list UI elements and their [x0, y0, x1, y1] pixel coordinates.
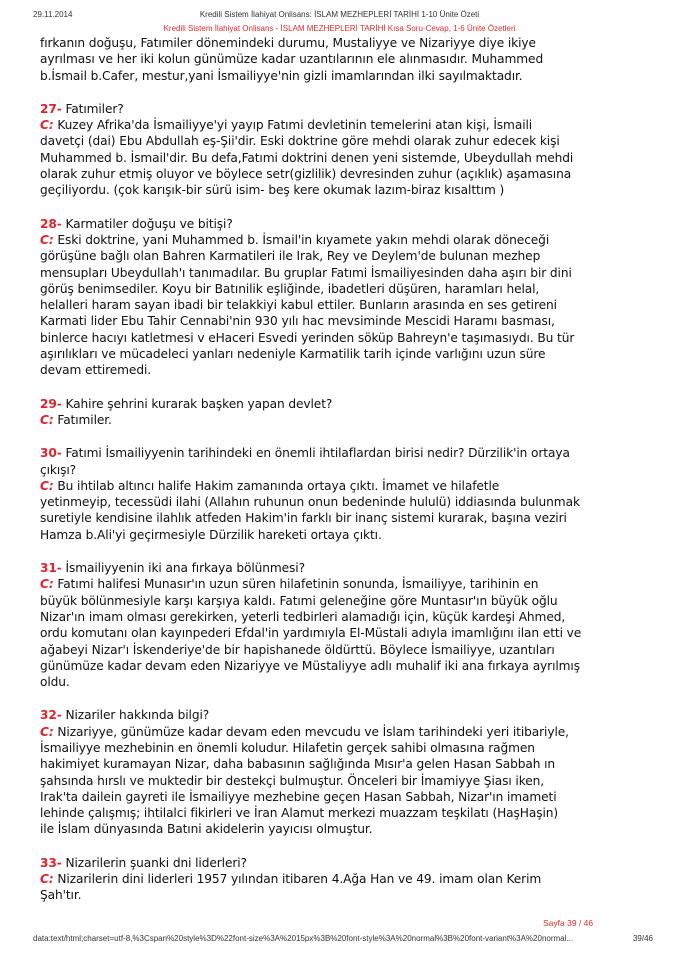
question-text: Karmatiler doğuşu ve bitişi? — [61, 216, 233, 231]
question-line — [40, 445, 652, 461]
answer-line: Hamza b.Ali'yi geçirmesiyle Dürzilik hareketi ortaya çıktı. — [40, 527, 382, 542]
answer-marker: C: — [40, 232, 54, 247]
answer-line: oldu. — [40, 675, 70, 690]
answer-line: Şah'tır. — [40, 888, 82, 903]
answer-line: yetinmeyip, tecessüdi ilahi (Allahın ruhunun onun bedeninde hululü) iddiasında bulunmak — [40, 495, 580, 510]
answer-text: Fatımi halifesi Munasır'ın uzun süren hilafetinin sonunda, İsmailiyye, tarihinin en — [53, 577, 539, 592]
answer-line: ile İslam dünyasında Batıni akidelerin yayıcısı olmuştur. — [40, 822, 373, 837]
question-number: 28- — [40, 216, 62, 231]
question-block-28 — [40, 216, 652, 379]
question-text: İsmailiyyenin iki ana fırkaya bölünmesi? — [61, 561, 305, 576]
question-number: 31- — [40, 561, 62, 576]
question-number: 27- — [40, 101, 62, 116]
answer-line: şahsında hırslı ve muktedir bir destekçi bulmuştur. Önceleri bir İmamiyye Şiası iken, — [40, 773, 545, 788]
question-block-33 — [40, 855, 652, 904]
answer-text: Eski doktrine, yani Muhammed b. İsmail'in kıyamete yakın mehdi olarak döneceği — [53, 232, 550, 247]
answer-line: devam ettiremedi. — [40, 363, 152, 378]
answer-marker: C: — [40, 872, 54, 887]
answer-line: görüşüne bağlı olan Bahren Karmatileri ile Irak, Rey ve Deylem'de bulunan mezhep — [40, 249, 541, 264]
answer-line — [40, 576, 652, 592]
question-block-30 — [40, 445, 652, 543]
text-line: ayrılması ve her iki kolun günümüze kadar uzantılarının ele alınmasıdır. Muhammed — [40, 52, 544, 67]
answer-line — [40, 232, 652, 248]
answer-line — [40, 412, 652, 428]
print-date: 29.11.2014 — [33, 10, 73, 19]
document-subtitle: Kredili Sistem İlahiyat Onlisans - İSLAM MEZHEPLERİ TARİHİ Kısa Soru-Cevap, 1-6 Ünite Özetleri — [163, 24, 516, 33]
answer-line — [40, 724, 652, 740]
answer-line: hakimiyet kuramayan Nizar, daha babasının sağlığında Mısır'a gelen Hasan Sabbah ın — [40, 757, 556, 772]
question-number: 30- — [40, 446, 62, 461]
text-line: b.İsmail b.Cafer, mestur,yani İsmailiyye'nin gizli imamlarından ilki sayılmaktadır. — [40, 68, 523, 83]
answer-text: Kuzey Afrika'da İsmailiyye'yi yayıp Fatımi devletinin temelerini atan kişi, İsmaili — [53, 118, 533, 133]
question-number: 29- — [40, 396, 62, 411]
document-body — [40, 35, 652, 904]
answer-text: Nizarilerin dini liderleri 1957 yılından itibaren 4.Ağa Han ve 49. imam olan Kerim — [53, 872, 542, 887]
text-line: fırkanın doğuşu, Fatımiler dönemindeki durumu, Mustaliyye ve Nizariyye diye ikiye — [40, 36, 536, 50]
question-text: Kahire şehrini kurarak başken yapan devlet? — [61, 396, 333, 411]
answer-line: binlerce hacıyı katletmesi v eHaceri Esvedi yerinden söküp Bahreyn'e taşımasıydı. Bu tür — [40, 330, 575, 345]
question-text: Fatımi İsmailiyyenin tarihindeki en önemli ihtilaflardan birisi nedir? Dürzilik'in ortaya — [61, 446, 570, 461]
question-block-32 — [40, 707, 652, 837]
answer-line: helalleri haram sayan ibadi bir telakkiyi kabul ettiler. Bunların arasında en ses getireni — [40, 298, 557, 313]
print-page-count: 39/46 — [632, 934, 653, 943]
question-number: 32- — [40, 708, 62, 723]
question-block-29 — [40, 396, 652, 429]
answer-line — [40, 871, 652, 887]
answer-marker: C: — [40, 724, 54, 739]
answer-line: görüş benimsediler. Koyu bir Batınilik eşliğinde, ibadetleri düşüren, haramları helal, — [40, 281, 540, 296]
question-line — [40, 396, 652, 412]
answer-line: olarak zuhur etmiş oluyor ve böylece setr(gizlilik) devresinden zuhur (açıklık) aşamasına — [40, 167, 572, 182]
answer-line: Karmati lider Ebu Tahir Cennabi'nin 930 yılı hac mevsiminde Mescidi Haramı basması, — [40, 314, 555, 329]
question-line — [40, 707, 652, 723]
answer-line: Muhammed b. İsmail'dir. Bu defa,Fatımi doktrini denen yeni sistemde, Ubeydullah mehdi — [40, 150, 574, 165]
answer-line: suretiyle kendisine ilahlık atfeden Hakim'in farklı bir inanç sistemi kurarak, başına veziri — [40, 511, 567, 526]
answer-line: mensupları Ubeydullah'ı tanımadılar. Bu gruplar Fatımi İsmailiyesinden daha aşırı bir dini — [40, 265, 572, 280]
answer-line — [40, 117, 652, 133]
answer-line: geçiliyordu. (çok karışık-bir sürü isim- beş kere okumak lazım-biraz kısalttım ) — [40, 183, 505, 198]
answer-marker: C: — [40, 478, 54, 493]
answer-line: İsmailiyye mezhebinin en önemli koludur. Hilafetin gerçek sahibi olmasına rağmen — [40, 740, 535, 755]
question-text: Nizarilerin şuanki dni liderleri? — [61, 855, 247, 870]
answer-line: lehinde çalışmış; ihtilalci fikirleri ve İran Alamut merkezi muazzam teşkilatı (HaşHaşin) — [40, 806, 559, 821]
answer-text: Fatımiler. — [53, 412, 112, 427]
answer-marker: C: — [40, 118, 54, 133]
intro-paragraph — [40, 35, 652, 84]
answer-line: Nizar'ın imam olması gerekirken, yeterli tedbirleri alamadığı için, küçük kardeşi Ahmed, — [40, 609, 566, 624]
question-block-27 — [40, 101, 652, 199]
page-number-label: Sayfa 39 / 46 — [543, 918, 594, 928]
question-line: çıkışı? — [40, 462, 77, 477]
question-text: Nizariler hakkında bilgi? — [61, 708, 210, 723]
answer-text: Nizariyye, günümüze kadar devam eden mevcudu ve İslam tarihindeki yeri itibariyle, — [53, 724, 569, 739]
answer-marker: C: — [40, 412, 54, 427]
answer-line: Irak'ta dailein gayreti ile İsmailiyye mezhebine geçen Hasan Sabbah, Nizar'ın imameti — [40, 789, 557, 804]
answer-line: ordu komutanı olan kayınpederi Efdal'in yardımıyla El-Müstali adıyla imamlığını ilan etti ve — [40, 626, 582, 641]
browser-print-header — [0, 10, 679, 24]
question-line — [40, 560, 652, 576]
answer-line: ağabeyi Nizar'ı İskenderiye'de bir hapishanede öldürttü. Böylece İsmailiyye, uzantıları — [40, 642, 555, 657]
question-line — [40, 101, 652, 117]
question-text: Fatımiler? — [61, 101, 124, 116]
answer-line: günümüze kadar devam eden Nizariyye ve Müstaliyye adlı muhalif iki ana fırkaya ayrılmış — [40, 658, 580, 673]
answer-line — [40, 478, 652, 494]
answer-line: aşırılıkları ve mücadeleci yanları nedeniyle Karmatilik tarih içinde varlığını uzun süre — [40, 347, 546, 362]
question-line — [40, 216, 652, 232]
question-block-31 — [40, 560, 652, 690]
answer-line: büyük bölünmesiyle karşı karşıya kaldı. Fatımi geleneğine göre Muntasır'ın büyük oğlu — [40, 593, 558, 608]
answer-marker: C: — [40, 577, 54, 592]
answer-text: Bu ihtilab altıncı halife Hakim zamanında ortaya çıktı. İmamet ve hilafetle — [53, 478, 500, 493]
question-number: 33- — [40, 855, 62, 870]
answer-line: davetçi (dai) Ebu Abdullah eş-Şii'dir. Eski doktrine göre mehdi olarak zuhur edecek kişi — [40, 134, 560, 149]
print-title: Kredili Sistem İlahiyat Onlisans: İSLAM MEZHEPLERİ TARİHİ 1-10 Ünite Özeti — [199, 10, 480, 19]
question-line — [40, 855, 652, 871]
print-url: data:text/html;charset=utf-8,%3Cspan%20style%3D%22font-size%3A%2015px%3B%20font-style%3A%20normal%3B%20font-variant%3A%20normal... — [33, 934, 574, 943]
